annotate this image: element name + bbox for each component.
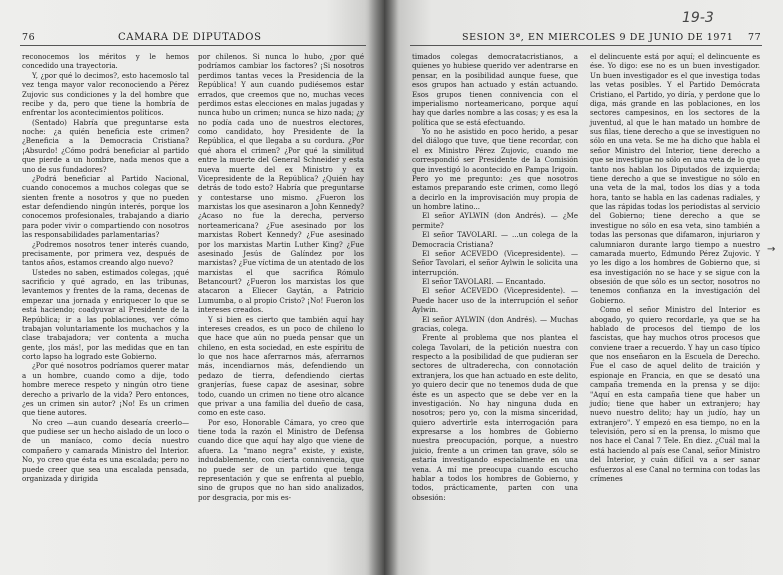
paragraph: El señor TAVOLARI. — Encantado. <box>422 277 546 286</box>
left-header-rule <box>20 45 366 46</box>
paragraph: El señor AYLWIN (don Andrés). — Muchas gracias, colega. <box>412 314 578 333</box>
paragraph: ¿Por qué nosotros podríamos querer matar a un hombre, cuando como a dije, todo hombre merece respeto y ningún otro tiene derecho a privarlo de la vida? Pero entonces, ¿es un crimen sin autor? ¡No! Es un crimen que tiene autores. <box>22 361 189 418</box>
right-header-rule <box>410 45 762 46</box>
book-gutter-shadow <box>368 0 398 575</box>
left-header-title: CAMARA DE DIPUTADOS <box>118 32 262 43</box>
paragraph: el delincuente está por aquí; el delincuente es ése. Yo digo: ese no es un buen investigador. Un buen investigador es el que investiga todas las vetas posibles. Y el Partido Demócrata Cristiano, el Partido, yo diría, y perdone que lo diga, más grande en las poblaciones, en los sectores campesinos, en los sectores de la juventud, al que le han matado un hombre de sus filas, tiene derecho a que se investiguen no sólo en una veta. Se me ha dicho que habla el señor Ministro del Interior, tiene derecho a que se investigue no sólo en una veta de lo que tanto nos hablan los Diputados de izquierda; tiene derecho a que se investigue no sólo en una veta de la mal, todos los días y a toda hora, tanto se habla en las cadenas radiales, y que las rápidas todas los periodistas al servicio del Gobierno; tiene derecho a que se investigue no sólo en esa veta, sino también a todas las personas que difamaron, injuriaron y calumniaron durante largo tiempo a nuestro camarada muerto, Edmundo Pérez Zujovic. Y yo les digo a los hombres de Gobierno que, si esa investigación no se hace y se sigue con la obsesión de que sólo es un sector, nosotros no tenemos confianza en la investigación del Gobierno. <box>590 52 760 305</box>
right-page-number: 77 <box>748 32 762 43</box>
paragraph: Yo no he asistido en poco herido, a pesar del diálogo que tuve, que tiene recordar, con el ex Ministro Pérez Zujovic, cuando me correspondió ser Presidente de la Comisión que investigó lo acontecido en Pampa Irigoin. Pero yo me pregunto: ¿es que nosotros estamos preparando este crimen, como llegó a decirlo en la improvisación muy propia de un hombre latino... <box>412 127 578 211</box>
paragraph: Y si bien es cierto que también aquí hay intereses creados, es un poco de chileno lo que hace que aún no pueda pensar que un chileno, en esta sociedad, en este espíritu de lo que nos hace aferrarnos más, aferrarnos más, incendiarnos más, defendiendo un pedazo de tierra, defendiendo ciertas granjerías, fuese capaz de asesinar, sobre todo, cuando un crimen no tiene otro alcance que privar a una familia del dueño de casa, como en este caso. <box>198 314 364 418</box>
left-column-1 <box>22 52 189 483</box>
paragraph: El señor ACEVEDO (Vicepresidente). — Puede hacer uso de la interrupción el señor Aylwin. <box>412 286 578 315</box>
paragraph: Como el señor Ministro del Interior es abogado, yo quiero recordarle, ya que se ha hablado de procesos del tiempo de los fascistas, que hay muchos otros procesos que conviene traer a recuerdo. Y hay un caso típico que nos enseñaron en la Escuela de Derecho. Fue el caso de aquel delito de traición y espionaje en Francia, en que se desató una campaña tremenda en la prensa y se dijo: "Aquí en esta campaña tiene que haber un judío; tiene que haber un extranjero; hay nuevo nuestro delito; hay un judío, hay un extranjero". Y empezó en esa tiempo, no en la televisión, pero sí en la prensa, lo mismo que nos hace el Canal 7 Tele. En diez. ¿Cuál mal la está haciendo al país ese Canal, señor Ministro del Interior, y cuán difícil va a ser sanar esfuerzos al ese Canal no termina con todas las crímenes <box>590 305 760 483</box>
right-column-1 <box>412 52 578 502</box>
paragraph: ¿Podremos nosotros tener interés cuando, precisamente, por primera vez, después de tantos años, estamos creando algo nuevo? <box>22 239 189 268</box>
right-column-2 <box>590 52 760 483</box>
left-page <box>0 0 384 575</box>
paragraph: Y, ¿por qué lo decimos?, esto hacemoslo tal vez tenga mayor valor reconociendo a Pérez Zujovic sus condiciones y la del hombre que recibe y da, pero que tiene la hombría de enfrentar los acontecimientos políticos. <box>22 70 189 118</box>
paragraph: Ustedes no saben, estimados colegas, ¡qué sacrificio y qué agrado, en las tribunas, levantemos y frentes de la rama, decenas de empezar una jornada y enriquecer lo que se está haciendo; coadyuvar al Presidente de la República; ir a las poblaciones, ver cómo trabajan voluntariamente los muchachos y la clase trabajadora; ver contenta a mucha gente, ¡los más!, por las medidas que en tan corto lapso ha logrado este Gobierno. <box>22 267 189 361</box>
right-header-title: SESION 3ª, EN MIERCOLES 9 DE JUNIO DE 1971 <box>462 32 734 43</box>
paragraph: por chilenos. Si nunca lo hubo, ¿por qué podríamos cambiar los factores? ¡Si nosotros perdimos tantas veces la Presidencia de la República! Y aun cuando pudiésemos estar errados, que creemos que no, muchas veces perdimos estas elecciones en malas jugadas y nunca hubo un crimen; nunca se hizo nada; ¿y no podía cada uno de nuestros electores, como candidato, hoy Presidente de la República, el que llegaba a su cordura. ¿Por qué ahora el crimen? ¿Por qué la similitud entre la muerte del General Schneider y esta nueva muerte del ex Ministro y ex Vicepresidente de la República? ¿Quién hay detrás de todo esto? Habría que preguntarse y contestarse uno mismo. ¿Fueron los marxistas los que asesinaron a John Kennedy? ¿Acaso no fue la derecha, perverso norteamericana? ¿Fue asesinado por los marxistas Robert Kennedy? ¿Fue asesinado por los marxistas Martin Luther King? ¿Fue asesinado Jesús de Galíndez por los marxistas? ¿Fue víctima de un atentado de los marxistas el que sacrifica Rómulo Betancourt? ¿Fueron los marxistas los que atacaron a Eliecer Gaytán, a Patricio Lumumba, o al propio Cristo? ¡No! Fueron los intereses creados. <box>198 52 364 315</box>
margin-arrow-mark: → <box>767 244 776 255</box>
paragraph: (Sentado) Habría que preguntarse esta noche: ¿a quién beneficia este crimen? ¿Beneficia a la Democracia Cristiana? ¡Absurdo! ¿Cómo podrá beneficiar al partido que pierde a un hombre, nada menos que a uno de sus fundadores? <box>22 117 189 174</box>
paragraph: Frente al problema que nos plantea el colega Tavolari, de la petición nuestra con respecto a la posibilidad de que pudieran ser sectores de ultraderecha, con connotación extranjera, los que han actuado en este delito, yo quiero decir que no tenemos duda de que éste es un aspecto que se debe ver en la investigación. No hay ninguna duda en nosotros; pero yo, con la misma sinceridad, quiero advertirle esta interrogación para expresarse a los hombres de Gobierno nuestra preocupación, porque, a nuestro juicio, frente a un crimen tan grave, sólo se estaría investigando especialmente en una vena. A mí me preocupa cuando escucho hablar a todos los hombres de Gobierno, y todos, prácticamente, parten con una obsesión: <box>412 333 579 502</box>
paragraph: No creo —aun cuando desearía creerlo— que pudiese ser un hecho aislado de un loco o de un maníaco, como decía nuestro compañero y camarada Ministro del Interior. No, yo creo que ésta es una escalada; pero no puede creer que sea una escalada pensada, organizada y dirigida <box>22 417 189 483</box>
left-page-number: 76 <box>22 32 36 43</box>
right-page <box>384 0 783 575</box>
paragraph: El señor ACEVEDO (Vicepresidente). — Señor Tavolari, el señor Aylwin le solicita una interrupción. <box>412 248 578 277</box>
handwritten-page-mark: 19-3 <box>682 10 714 26</box>
paragraph: reconocemos los méritos y le hemos concedido una trayectoria. <box>22 52 189 71</box>
paragraph: El señor TAVOLARI. — ...un colega de la Democracia Cristiana? <box>412 230 578 249</box>
paragraph: Por eso, Honorable Cámara, yo creo que tiene toda la razón el Ministro de Defensa cuando dice que aquí hay algo que viene de afuera. La "mano negra" existe, y existe, indudablemente, con cierta connivencia, que no puede ser de un partido que tenga representación y que se enfrenta al pueblo, sino de grupos que no han sido analizados, por desgracia, por mis es- <box>198 417 364 502</box>
paragraph: ¿Podrá beneficiar al Partido Nacional, cuando conocemos a muchos colegas que se sienten frente a nosotros y que no pueden estar defendiendo ningún interés, porque los conocemos profesionales, trabajando a diario para poder vivir o compartiendo con nosotros las responsabilidades parlamentarias? <box>22 173 189 240</box>
left-column-2 <box>198 52 364 502</box>
paragraph: timados colegas democratacristianos, a quienes yo hubiese querido ver adentrarse en pensar, en la posibilidad aunque fuese, que esos grupos han actuado y están actuando. Esos grupos tienen connivencia con el imperialismo norteamericano, porque aquí hay que darles nombre a las cosas; y es esa la política que se está efectuando. <box>412 52 578 127</box>
paragraph: El señor AYLWIN (don Andrés). — ¿Me permite? <box>412 211 578 230</box>
